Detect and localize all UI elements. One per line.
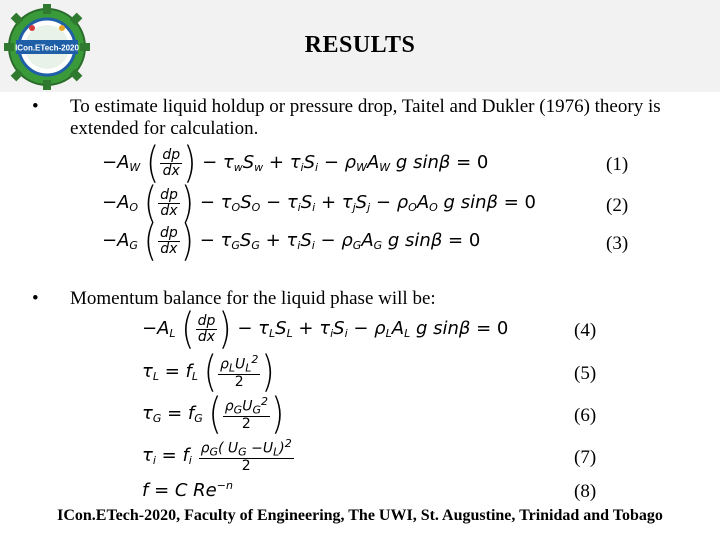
equation-4: $-A_L$ ( $\frac{dp}{dx}$ ) − $\tau_LS_L + \tau_iS_i - \rho_LA_L$ g sinβ = 0 [142,304,509,354]
equation-6: $\tau_G = f_G$ ( $\frac{\rho_GU_G^2}{2}$ ) [142,388,285,439]
logo-text: ICon.ETech-2020 [15,43,79,53]
bullet-momentum [32,288,436,310]
equation-7: $\tau_i = f_i$ $\frac{\rho_G( U_G -U_L)^2}{2}$ [142,437,292,475]
equation-number-3: (3) [606,233,629,254]
bullet-intro [32,96,710,140]
bullet-dot: • [32,96,39,117]
equation-2: $-A_O$ ( $\frac{dp}{dx}$ ) − $\tau_OS_O - \tau_iS_i + \tau_jS_j - \rho_OA_O$ g sinβ = 0 [102,178,536,228]
equation-8: f = C $Re^{-n}$ [142,479,233,501]
equation-5: $\tau_L = f_L$ ( $\frac{\rho_LU_L^2}{2}$ ) [142,346,275,397]
equation-number-7: (7) [574,447,597,468]
equation-1: $-A_W$ ( $\frac{dp}{dx}$ ) − $\tau_wS_w + \tau_iS_i - \rho_WA_W$ g sinβ = 0 [102,138,489,188]
equation-number-1: (1) [606,154,629,175]
equation-number-5: (5) [574,363,597,384]
bullet-momentum-text: Momentum balance for the liquid phase will be: [70,288,436,309]
bullet-dot: • [32,288,39,309]
header-band [0,0,720,92]
equation-number-4: (4) [574,320,597,341]
footer-text: ICon.ETech-2020, Faculty of Engineering, The UWI, St. Augustine, Trinidad and Tobago [57,507,663,524]
equation-number-8: (8) [574,481,597,502]
bullet-intro-text: To estimate liquid holdup or pressure drop, Taitel and Dukler (1976) theory is extended for calculation. [70,96,661,139]
equation-number-2: (2) [606,195,629,216]
page-title: RESULTS [304,32,416,58]
equation-3: $-A_G$ ( $\frac{dp}{dx}$ ) − $\tau_GS_G + \tau_iS_i - \rho_GA_G$ g sinβ = 0 [102,216,481,266]
equation-number-6: (6) [574,405,597,426]
